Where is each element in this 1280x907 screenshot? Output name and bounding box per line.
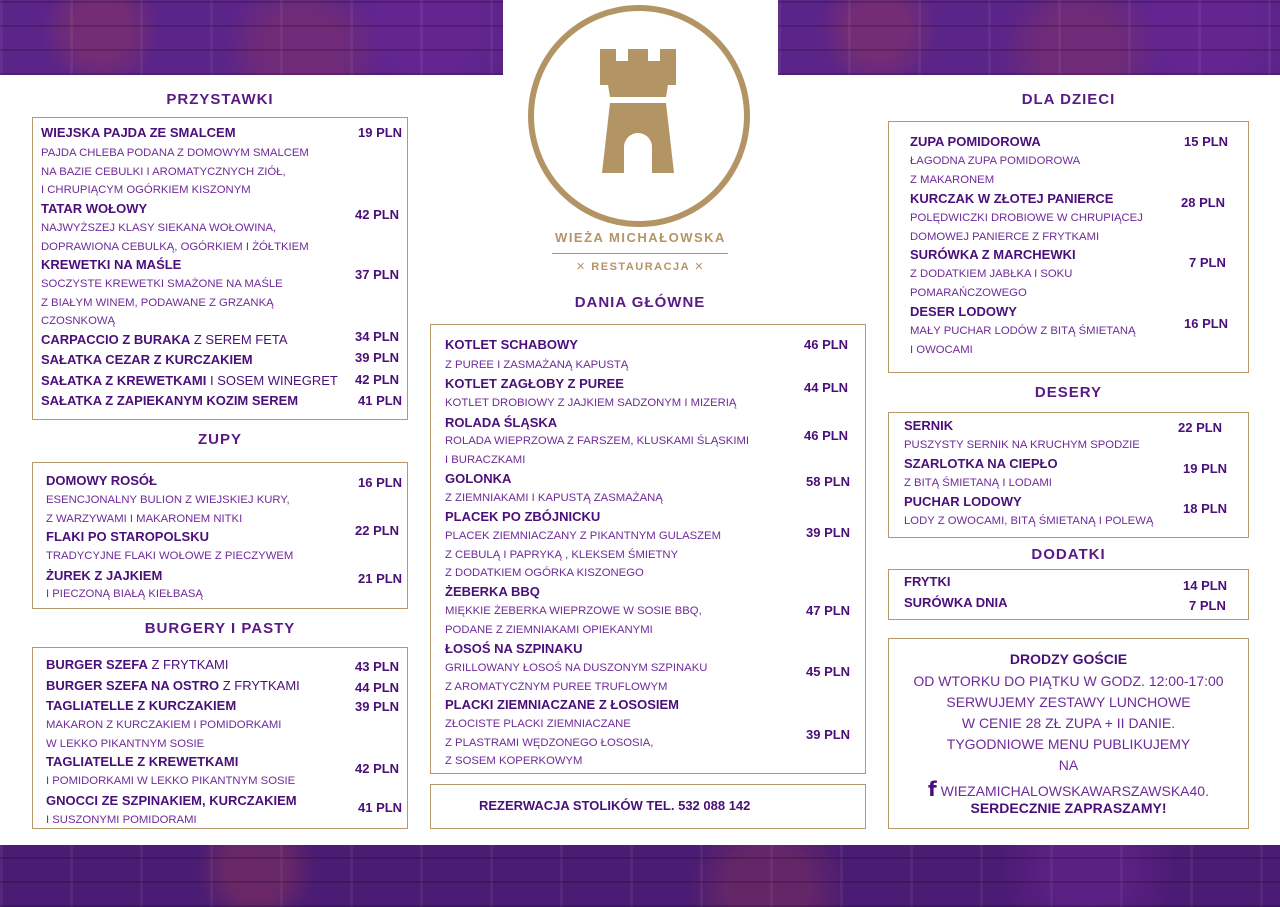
section-title-desery: DESERY [1034,384,1103,401]
reservation-box [430,784,866,829]
item-price: 39 PLN [806,727,851,742]
item-price: 46 PLN [804,428,849,443]
item-price: 34 PLN [355,329,400,344]
item-name: KURCZAK W ZŁOTEJ PANIERCE [910,191,1114,206]
item-name: FLAKI PO STAROPOLSKU [46,529,209,544]
dzieci-box [888,121,1249,373]
item-price: 19 PLN [358,125,403,140]
item-desc: ROLADA WIEPRZOWA Z FARSZEM, KLUSKAMI ŚLĄSKIMI I BURACZKAMI [445,435,750,466]
item-price: 45 PLN [806,664,851,679]
item-price: 58 PLN [806,474,851,489]
item-price: 16 PLN [1184,316,1229,331]
item-price: 41 PLN [358,800,403,815]
item-name: GNOCCI ZE SZPINAKIEM, KURCZAKIEM [46,793,297,808]
item-name: TAGLIATELLE Z KURCZAKIEM [46,698,237,713]
dodatki-box [888,569,1249,620]
item-name: BURGER SZEFA NA OSTRO Z FRYTKAMI [46,678,300,693]
item-name: SZARLOTKA NA CIEPŁO [904,456,1058,471]
info-box [888,638,1249,829]
item-name: BURGER SZEFA Z FRYTKAMI [46,657,229,672]
item-name: WIEJSKA PAJDA ZE SMALCEM [41,125,236,140]
section-title-zupy: ZUPY [197,431,242,448]
brand-name: WIEŻA MICHAŁOWSKA [555,230,726,245]
brick-banner-top-left [0,0,503,75]
section-title-dania: DANIA GŁÓWNE [574,294,706,311]
logo-divider [552,253,728,254]
info-line: W CENIE 28 ZŁ ZUPA + II DANIE. [961,715,1176,731]
item-desc: PLACEK ZIEMNIACZANY Z PIKANTNYM GULASZEM Z CEBULĄ I PAPRYKĄ , KLEKSEM ŚMIETNY Z DODATKIEM OGÓRKA KISZONEGO [445,530,721,579]
tower-icon [596,49,680,173]
item-price: 42 PLN [355,372,400,387]
info-line: OD WTORKU DO PIĄTKU W GODZ. 12:00-17:00 [913,673,1224,689]
item-name: PLACKI ZIEMNIACZANE Z ŁOSOSIEM [445,697,679,712]
section-title-dodatki: DODATKI [1031,546,1106,563]
item-desc: ŁAGODNA ZUPA POMIDOROWA Z MAKARONEM [910,155,1081,186]
item-price: 7 PLN [1189,255,1226,270]
zupy-box [32,462,408,609]
item-name: ŻEBERKA BBQ [445,584,540,599]
reservation-text[interactable]: REZERWACJA STOLIKÓW TEL. 532 088 142 [479,798,751,813]
item-name: ROLADA ŚLĄSKA [445,415,558,430]
brick-banner-bottom [0,845,1280,907]
item-name: ŁOSOŚ NA SZPINAKU [445,641,583,656]
desery-box [888,412,1249,538]
item-desc: MAŁY PUCHAR LODÓW Z BITĄ ŚMIETANĄ I OWOCAMI [910,325,1136,356]
item-desc: SOCZYSTE KREWETKI SMAŻONE NA MAŚLE Z BIAŁYM WINEM, PODAWANE Z GRZANKĄ CZOSNKOWĄ [41,278,283,327]
item-price: 44 PLN [804,380,849,395]
item-desc: ESENCJONALNY BULION Z WIEJSKIEJ KURY, Z WARZYWAMI I MAKARONEM NITKI [46,494,290,525]
item-desc: TRADYCYJNE FLAKI WOŁOWE Z PIECZYWEM [46,550,294,562]
item-name: DOMOWY ROSÓŁ [46,473,157,488]
item-name: SURÓWKA Z MARCHEWKI [910,247,1076,262]
item-desc: GRILLOWANY ŁOSOŚ NA DUSZONYM SZPINAKU Z AROMATYCZNYM PUREE TRUFLOWYM [445,662,708,693]
item-price: 7 PLN [1189,598,1226,613]
item-name: KREWETKI NA MAŚLE [41,257,182,272]
item-price: 28 PLN [1181,195,1226,210]
item-price: 18 PLN [1183,501,1228,516]
item-name: TATAR WOŁOWY [41,201,148,216]
item-name: GOLONKA [445,471,512,486]
item-price: 42 PLN [355,761,400,776]
brick-banner-top-right [778,0,1280,75]
item-price: 44 PLN [355,680,400,695]
item-price: 19 PLN [1183,461,1228,476]
item-desc: LODY Z OWOCAMI, BITĄ ŚMIETANĄ I POLEWĄ [904,515,1154,527]
section-title-przystawki: PRZYSTAWKI [166,91,274,108]
item-name: CARPACCIO Z BURAKA Z SEREM FETA [41,332,288,347]
item-desc: ZŁOCISTE PLACKI ZIEMNIACZANE Z PLASTRAMI WĘDZONEGO ŁOSOSIA, Z SOSEM KOPERKOWYM [445,718,654,767]
item-desc: I POMIDORKAMI W LEKKO PIKANTNYM SOSIE [46,775,296,787]
item-price: 22 PLN [355,523,400,538]
item-desc: MAKARON Z KURCZAKIEM I POMIDORKAMI W LEKKO PIKANTNYM SOSIE [46,719,282,750]
brand-subtitle: ✕ RESTAURACJA ✕ [576,261,705,273]
item-price: 42 PLN [355,207,400,222]
item-price: 46 PLN [804,337,849,352]
item-desc: POLĘDWICZKI DROBIOWE W CHRUPIĄCEJ DOMOWEJ PANIERCE Z FRYTKAMI [910,212,1143,243]
item-desc: Z BITĄ ŚMIETANĄ I LODAMI [904,477,1052,489]
info-line: NA [1058,757,1079,773]
przystawki-box [32,117,408,420]
item-name: FRYTKI [904,574,951,589]
item-price: 14 PLN [1183,578,1228,593]
item-price: 39 PLN [355,699,400,714]
item-price: 39 PLN [355,350,400,365]
item-price: 47 PLN [806,603,851,618]
info-line: SERWUJEMY ZESTAWY LUNCHOWE [946,694,1191,710]
item-name: SURÓWKA DNIA [904,595,1008,610]
item-name: KOTLET ZAGŁOBY Z PUREE [445,376,624,391]
item-desc: I SUSZONYMI POMIDORAMI [46,814,197,826]
item-name: KOTLET SCHABOWY [445,337,578,352]
item-name: ZUPA POMIDOROWA [910,134,1041,149]
item-desc: Z ZIEMNIAKAMI I KAPUSTĄ ZASMAŻANĄ [445,492,663,504]
cutlery-icon: ✕ [576,261,587,273]
section-title-burgery: BURGERY I PASTY [144,620,296,637]
item-desc: MIĘKKIE ŻEBERKA WIEPRZOWE W SOSIE BBQ, PODANE Z ZIEMNIAKAMI OPIEKANYMI [445,605,702,636]
burgery-box [32,647,408,829]
item-price: 43 PLN [355,659,400,674]
item-name: SAŁATKA Z KREWETKAMI I SOSEM WINEGRET [41,373,338,388]
item-desc: NAJWYŻSZEJ KLASY SIEKANA WOŁOWINA, DOPRAWIONA CEBULKĄ, OGÓRKIEM I ŻÓŁTKIEM [41,222,309,253]
info-line: TYGODNIOWE MENU PUBLIKUJEMY [946,736,1191,752]
item-name: PLACEK PO ZBÓJNICKU [445,509,601,524]
facebook-link[interactable]: f WIEZAMICHALOWSKAWARSZAWSKA40. [928,777,1209,801]
info-closing: SERDECZNIE ZAPRASZAMY! [970,800,1167,816]
section-title-dzieci: DLA DZIECI [1021,91,1116,108]
item-price: 15 PLN [1184,134,1229,149]
item-name: SERNIK [904,418,954,433]
item-name: TAGLIATELLE Z KREWETKAMI [46,754,239,769]
item-name: SAŁATKA Z ZAPIEKANYM KOZIM SEREM [41,393,299,408]
item-desc: Z PUREE I ZASMAŻANĄ KAPUSTĄ [445,359,629,371]
item-price: 41 PLN [358,393,403,408]
item-price: 37 PLN [355,267,400,282]
item-name: DESER LODOWY [910,304,1017,319]
item-price: 21 PLN [358,571,403,586]
item-desc: I PIECZONĄ BIAŁĄ KIEŁBASĄ [46,588,203,600]
item-name: PUCHAR LODOWY [904,494,1022,509]
cutlery-icon: ✕ [694,261,705,273]
item-price: 22 PLN [1178,420,1223,435]
info-title: DRODZY GOŚCIE [1009,651,1128,667]
item-name: SAŁATKA CEZAR Z KURCZAKIEM [41,352,253,367]
item-desc: Z DODATKIEM JABŁKA I SOKU POMARAŃCZOWEGO [910,268,1073,299]
dania-box [430,324,866,774]
item-price: 39 PLN [806,525,851,540]
item-price: 16 PLN [358,475,403,490]
facebook-icon: f [928,777,937,801]
item-desc: PUSZYSTY SERNIK NA KRUCHYM SPODZIE [904,439,1140,451]
item-desc: KOTLET DROBIOWY Z JAJKIEM SADZONYM I MIZERIĄ [445,397,737,409]
item-name: ŻUREK Z JAJKIEM [46,568,163,583]
item-desc: PAJDA CHLEBA PODANA Z DOMOWYM SMALCEM NA BAZIE CEBULKI I AROMATYCZNYCH ZIÓŁ, I CHRUPIĄCYM OGÓRKIEM KISZONYM [41,147,309,196]
